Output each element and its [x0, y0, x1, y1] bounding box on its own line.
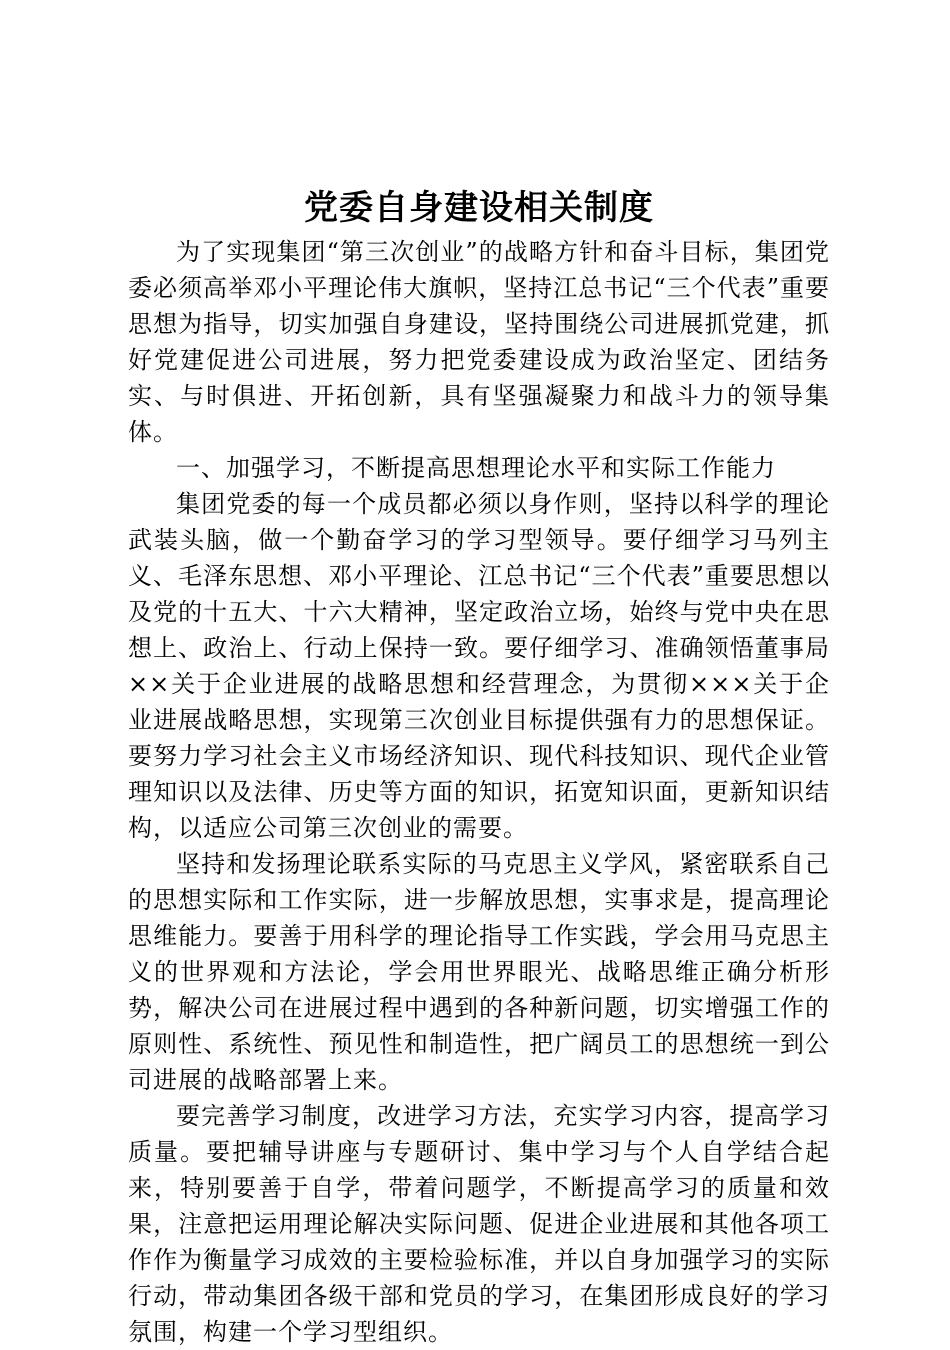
- paragraph-intro: 为了实现集团“第三次创业”的战略方针和奋斗目标，集团党委必须高举邓小平理论伟大旗帜，坚持江总书记“三个代表”重要思想为指导，切实加强自身建设，坚持围绕公司进展抓党建，抓好党建促进公司进展，努力把党委建设成为政治坚定、团结务实、与时俱进、开拓创新，具有坚强凝聚力和战斗力的领导集体。: [128, 238, 830, 446]
- document-title: 党委自身建设相关制度: [304, 188, 654, 228]
- paragraph-study-content: 集团党委的每一个成员都必须以身作则，坚持以科学的理论武装头脑，做一个勤奋学习的学习型领导。要仔细学习马列主义、毛泽东思想、邓小平理论、江总书记“三个代表”重要思想以及党的十五大、十六大精神，坚定政治立场，始终与党中央在思想上、政治上、行动上保持一致。要仔细学习、准确领悟董事局××关于企业进展的战略思想和经营理念，为贯彻×××关于企业进展战略思想，实现第三次创业目标提供强有力的思想保证。要努力学习社会主义市场经济知识、现代科技知识、现代企业管理知识以及法律、历史等方面的知识，拓宽知识面，更新知识结构，以适应公司第三次创业的需要。: [128, 490, 830, 842]
- section-heading-1: 一、加强学习，不断提高思想理论水平和实际工作能力: [176, 454, 776, 482]
- paragraph-study-system: 要完善学习制度，改进学习方法，充实学习内容，提高学习质量。要把辅导讲座与专题研讨、集中学习与个人自学结合起来，特别要善于自学，带着问题学，不断提高学习的质量和效果，注意把运用理论解决实际问题、促进企业进展和其他各项工作作为衡量学习成效的主要检验标准，并以自身加强学习的实际行动，带动集团各级干部和党员的学习，在集团形成良好的学习氛围，构建一个学习型组织。: [128, 1102, 830, 1346]
- document-body: [128, 186, 830, 1350]
- paragraph-study-style: 坚持和发扬理论联系实际的马克思主义学风，紧密联系自己的思想实际和工作实际，进一步解放思想，实事求是，提高理论思维能力。要善于用科学的理论指导工作实践，学会用马克思主义的世界观和方法论，学会用世界眼光、战略思维正确分析形势，解决公司在进展过程中遇到的各种新问题，切实增强工作的原则性、系统性、预见性和制造性，把广阔员工的思想统一到公司进展的战略部署上来。: [128, 850, 830, 1094]
